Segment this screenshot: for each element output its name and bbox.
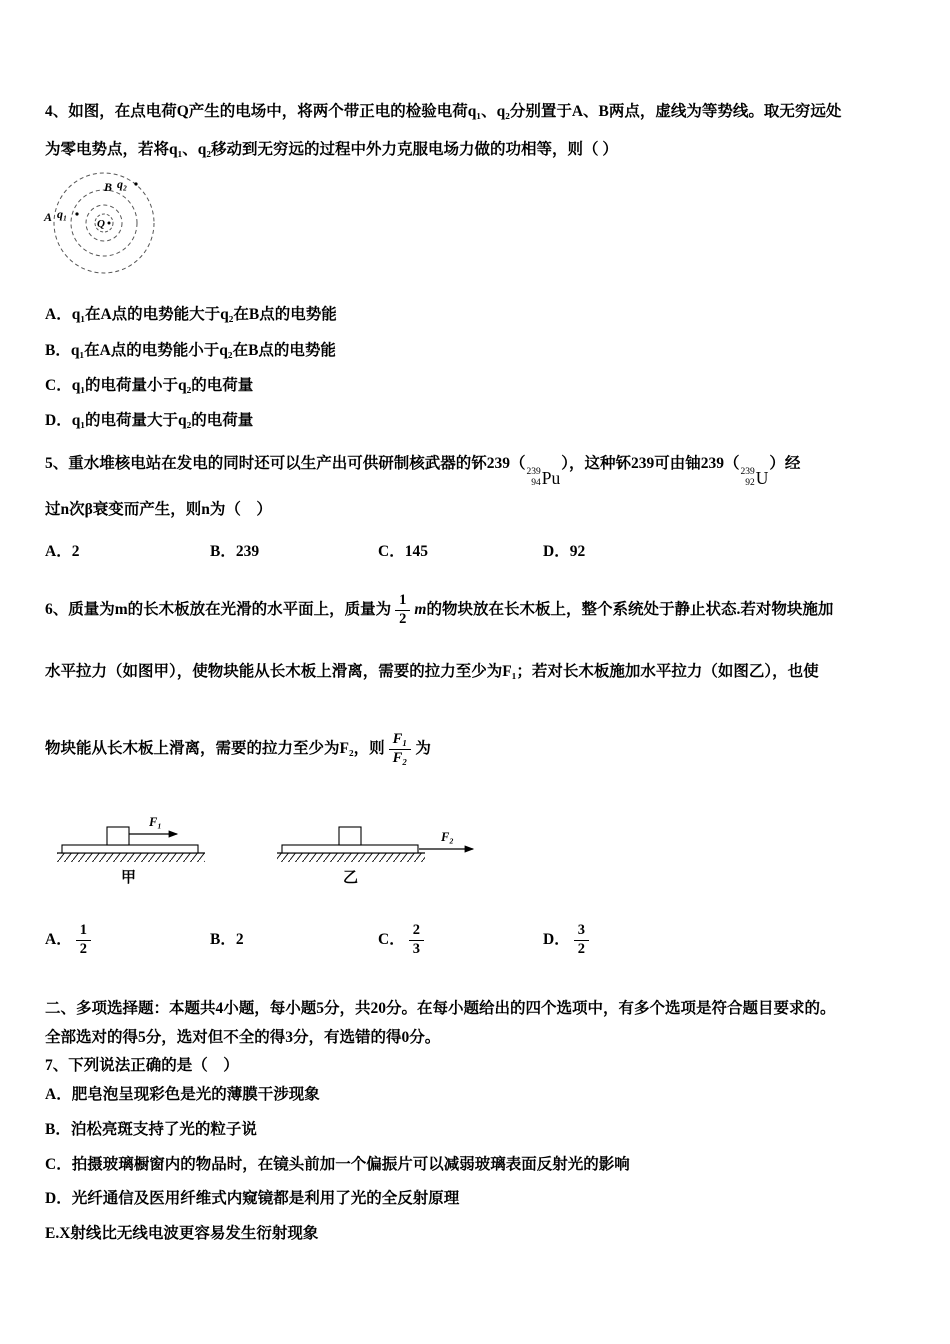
board-right xyxy=(282,845,418,853)
setup-jia-label: 甲 xyxy=(121,870,137,886)
q4-stem-line2: 为零电势点，若将q₁、q₂移动到无穷远的过程中外力克服电场力做的功相等，则（ ） xyxy=(45,141,618,158)
q4-stem-line1: 4、如图，在点电荷Q产生的电场中，将两个带正电的检验电荷q₁、q₂分别置于A、B两点，虚线为等势线。取无穷远处 xyxy=(45,103,842,120)
q6-option-c-key: C． xyxy=(378,931,405,949)
q6-stem-line3 xyxy=(45,726,431,772)
pu-mass-number: 239 xyxy=(526,467,541,477)
section2-header-line1: 二、多项选择题：本题共4小题，每小题5分，共20分。在每小题给出的四个选项中，有多个选项是符合题目要求的。 xyxy=(45,1000,836,1017)
q6-stem3-pre: 物块能从长木板上滑离，需要的拉力至少为F₂，则 xyxy=(45,740,385,758)
charge-q2-label: q₂ xyxy=(117,177,128,191)
q6-option-b xyxy=(210,916,244,964)
q6-option-d xyxy=(543,916,593,964)
q6-stem-line2: 水平拉力（如图甲），使物块能从长木板上滑离，需要的拉力至少为F₁；若对长木板施加水平拉力（如图乙），也使 xyxy=(45,663,819,680)
q6-option-d-fraction: $\frac{3}{2}$ xyxy=(574,922,589,958)
charge-q1-dot xyxy=(75,212,78,215)
block-left xyxy=(107,827,129,845)
q5-option-d: D．92 xyxy=(543,543,586,560)
section2-header-line2: 全部选对的得5分，选对但不全的得3分，有选错的得0分。 xyxy=(45,1029,441,1046)
q6-option-c-fraction: $\frac{2}{3}$ xyxy=(409,922,424,958)
q4-option-a: A．q₁在A点的电势能大于q₂在B点的电势能 xyxy=(45,306,337,323)
q4-equipotential-diagram xyxy=(42,163,174,277)
q6-stem1-pre: 6、质量为m的长木板放在光滑的水平面上，质量为 xyxy=(45,601,392,619)
charge-q1-label: q₁ xyxy=(57,207,68,221)
setup-yi-label: 乙 xyxy=(343,870,359,886)
ground-hatch-right xyxy=(277,853,425,862)
q6-option-b-key: B． xyxy=(210,931,236,949)
u-mass-number: 239 xyxy=(740,467,755,477)
pu-atomic-number: 94 xyxy=(531,477,541,488)
q6-option-b-value: 2 xyxy=(235,931,244,949)
u-atomic-number: 92 xyxy=(745,477,755,488)
q5-stem-post: ）经 xyxy=(769,455,801,472)
q6-option-a xyxy=(45,916,95,964)
point-a-label: A xyxy=(44,210,53,224)
charge-q2-dot xyxy=(134,182,137,185)
q7-option-d: D．光纤通信及医用纤维式内窥镜都是利用了光的全反射原理 xyxy=(45,1190,460,1207)
q7-option-c: C．拍摄玻璃橱窗内的物品时，在镜头前加一个偏振片可以减弱玻璃表面反射光的影响 xyxy=(45,1156,630,1173)
pu-symbol: Pu xyxy=(541,467,561,488)
q4-option-d: D．q₁的电荷量大于q₂的电荷量 xyxy=(45,412,254,429)
q6-stem1-post: 的物块放在长木板上，整个系统处于静止状态.若对物块施加 xyxy=(426,601,834,619)
block-right xyxy=(339,827,361,845)
nuclide-pu-239 xyxy=(527,465,561,491)
charge-q-label: Q xyxy=(97,218,105,230)
q5-option-b: B．239 xyxy=(210,543,260,560)
charge-q-dot xyxy=(108,222,111,225)
fraction-f1-f2: $\frac{\text{F₁}}{\text{F₂}}$ xyxy=(389,731,412,767)
q5-stem-line2: 过n次β衰变而产生，则n为（ ） xyxy=(45,501,272,518)
force-f1-label: F₁ xyxy=(149,815,162,829)
q6-blocks-diagram xyxy=(45,806,485,890)
q7-option-e: E.X射线比无线电波更容易发生衍射现象 xyxy=(45,1225,319,1242)
q7-stem: 7、下列说法正确的是（ ） xyxy=(45,1057,239,1074)
u-symbol: U xyxy=(755,467,769,488)
ground-hatch-left xyxy=(57,853,205,862)
q5-stem-mid: ），这种钚239可由铀239（ xyxy=(561,455,740,472)
q6-stem-line1 xyxy=(45,588,833,632)
board-left xyxy=(62,845,198,853)
q6-option-c xyxy=(378,916,428,964)
q5-option-a: A．2 xyxy=(45,543,80,560)
q6-option-a-fraction: $\frac{1}{2}$ xyxy=(76,922,91,958)
nuclide-u-239 xyxy=(741,465,769,491)
q5-stem-line1 xyxy=(45,452,800,491)
q6-mass-symbol: m xyxy=(414,601,427,619)
q7-option-b: B．泊松亮斑支持了光的粒子说 xyxy=(45,1121,257,1138)
q5-stem-pre: 5、重水堆核电站在发电的同时还可以生产出可供研制核武器的钚239（ xyxy=(45,455,526,472)
q4-option-b: B．q₁在A点的电势能小于q₂在B点的电势能 xyxy=(45,342,336,359)
force-f2-label: F₂ xyxy=(441,830,454,844)
q6-option-a-key: A． xyxy=(45,931,72,949)
q6-stem3-post: 为 xyxy=(415,740,431,758)
q4-option-c: C．q₁的电荷量小于q₂的电荷量 xyxy=(45,377,254,394)
fraction-one-half: $\frac{1}{2}$ xyxy=(395,592,410,628)
q6-option-d-key: D． xyxy=(543,931,570,949)
q7-option-a: A．肥皂泡呈现彩色是光的薄膜干涉现象 xyxy=(45,1086,320,1103)
q5-option-c: C．145 xyxy=(378,543,428,560)
point-b-label: B xyxy=(104,180,113,194)
